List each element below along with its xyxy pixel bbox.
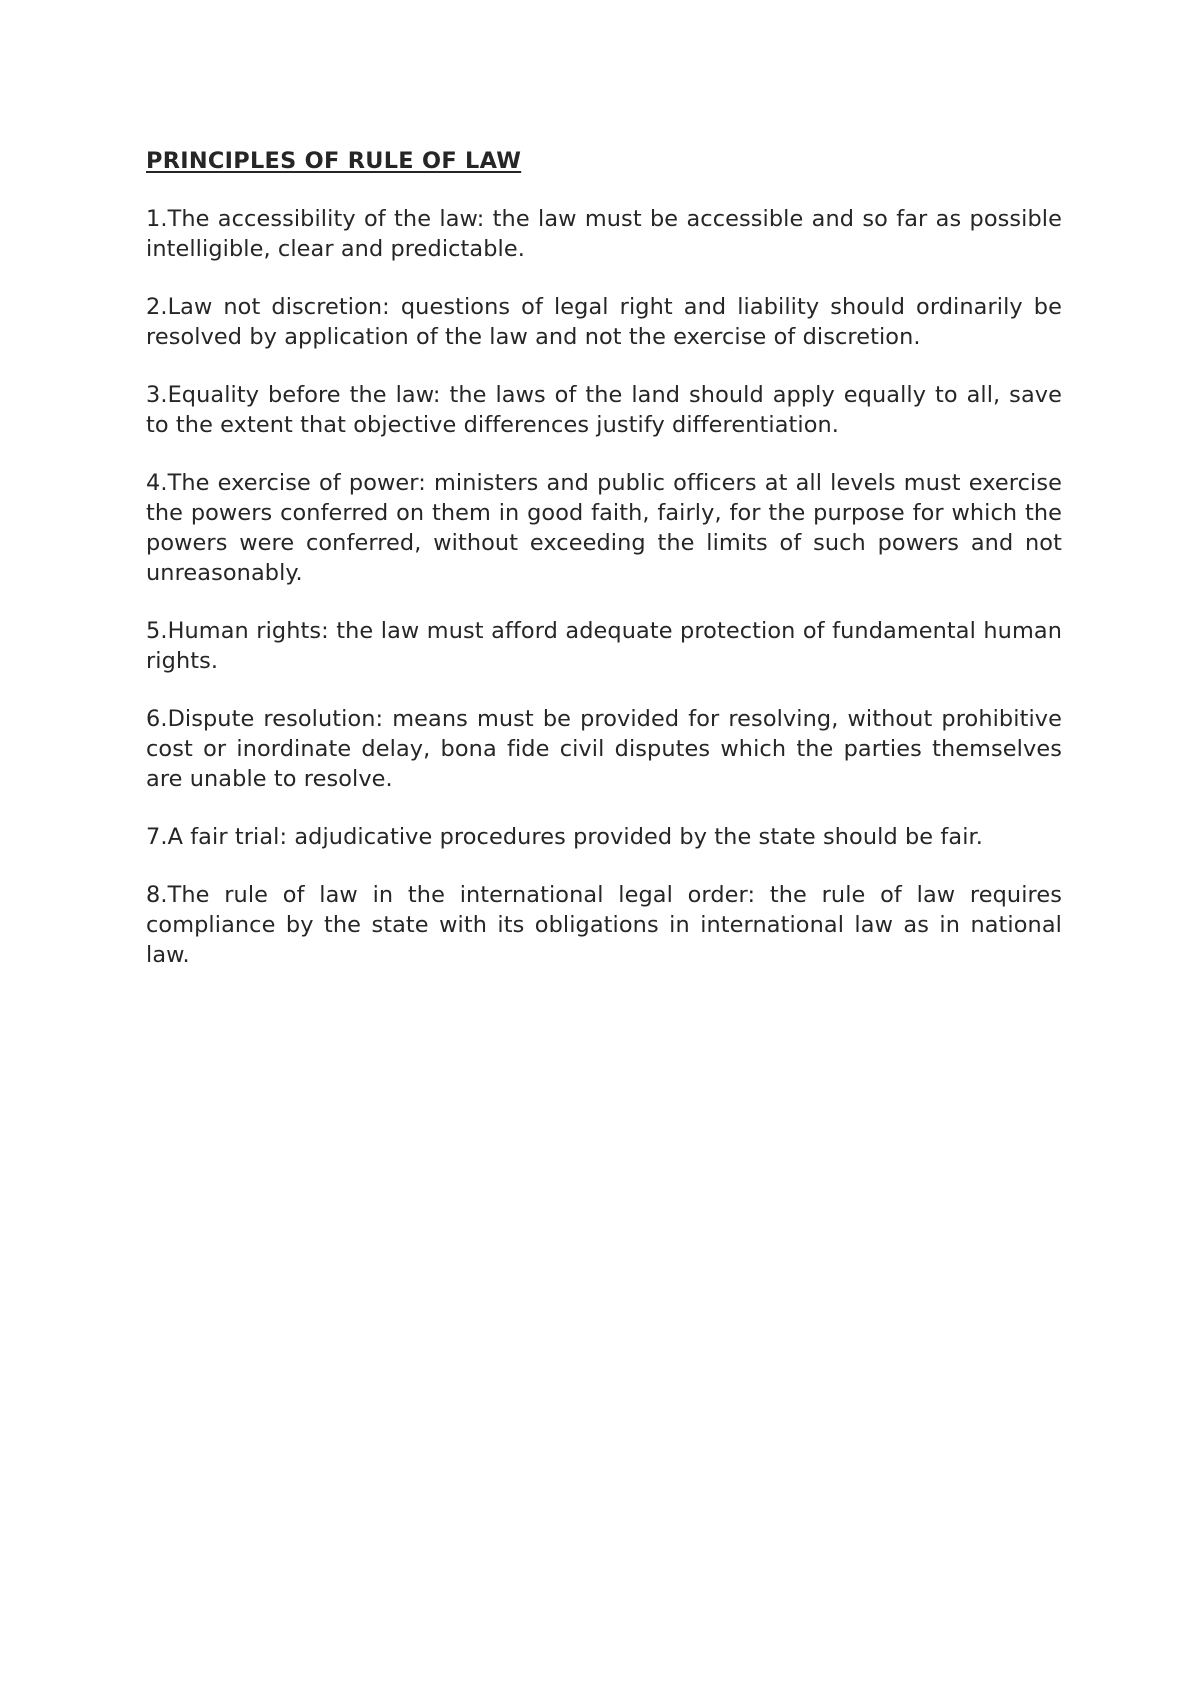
principle-equality: 3.Equality before the law: the laws of the land should apply equally to all, save to the extent that objective differences justify differentiation. bbox=[146, 382, 1062, 438]
principle-accessibility: 1.The accessibility of the law: the law must be accessible and so far as possible intelligible, clear and predictable. bbox=[146, 206, 1062, 262]
principle-international-order: 8.The rule of law in the international legal order: the rule of law requires compliance by the state with its obligations in international law as in national law. bbox=[146, 882, 1062, 968]
document-title: PRINCIPLES OF RULE OF LAW bbox=[146, 148, 522, 174]
principle-dispute-resolution: 6.Dispute resolution: means must be provided for resolving, without prohibitive cost or inordinate delay, bona fide civil disputes which the parties themselves are unable to resolve. bbox=[146, 706, 1062, 792]
principle-exercise-of-power: 4.The exercise of power: ministers and public officers at all levels must exercise the powers conferred on them in good faith, fairly, for the purpose for which the powers were conferred, without exceeding the limits of such powers and not unreasonably. bbox=[146, 470, 1062, 586]
document-body bbox=[146, 146, 1062, 998]
principle-human-rights: 5.Human rights: the law must afford adequate protection of fundamental human rights. bbox=[146, 618, 1062, 674]
principle-fair-trial: 7.A fair trial: adjudicative procedures provided by the state should be fair. bbox=[146, 824, 983, 850]
principle-law-not-discretion: 2.Law not discretion: questions of legal right and liability should ordinarily be resolved by application of the law and not the exercise of discretion. bbox=[146, 294, 1062, 350]
